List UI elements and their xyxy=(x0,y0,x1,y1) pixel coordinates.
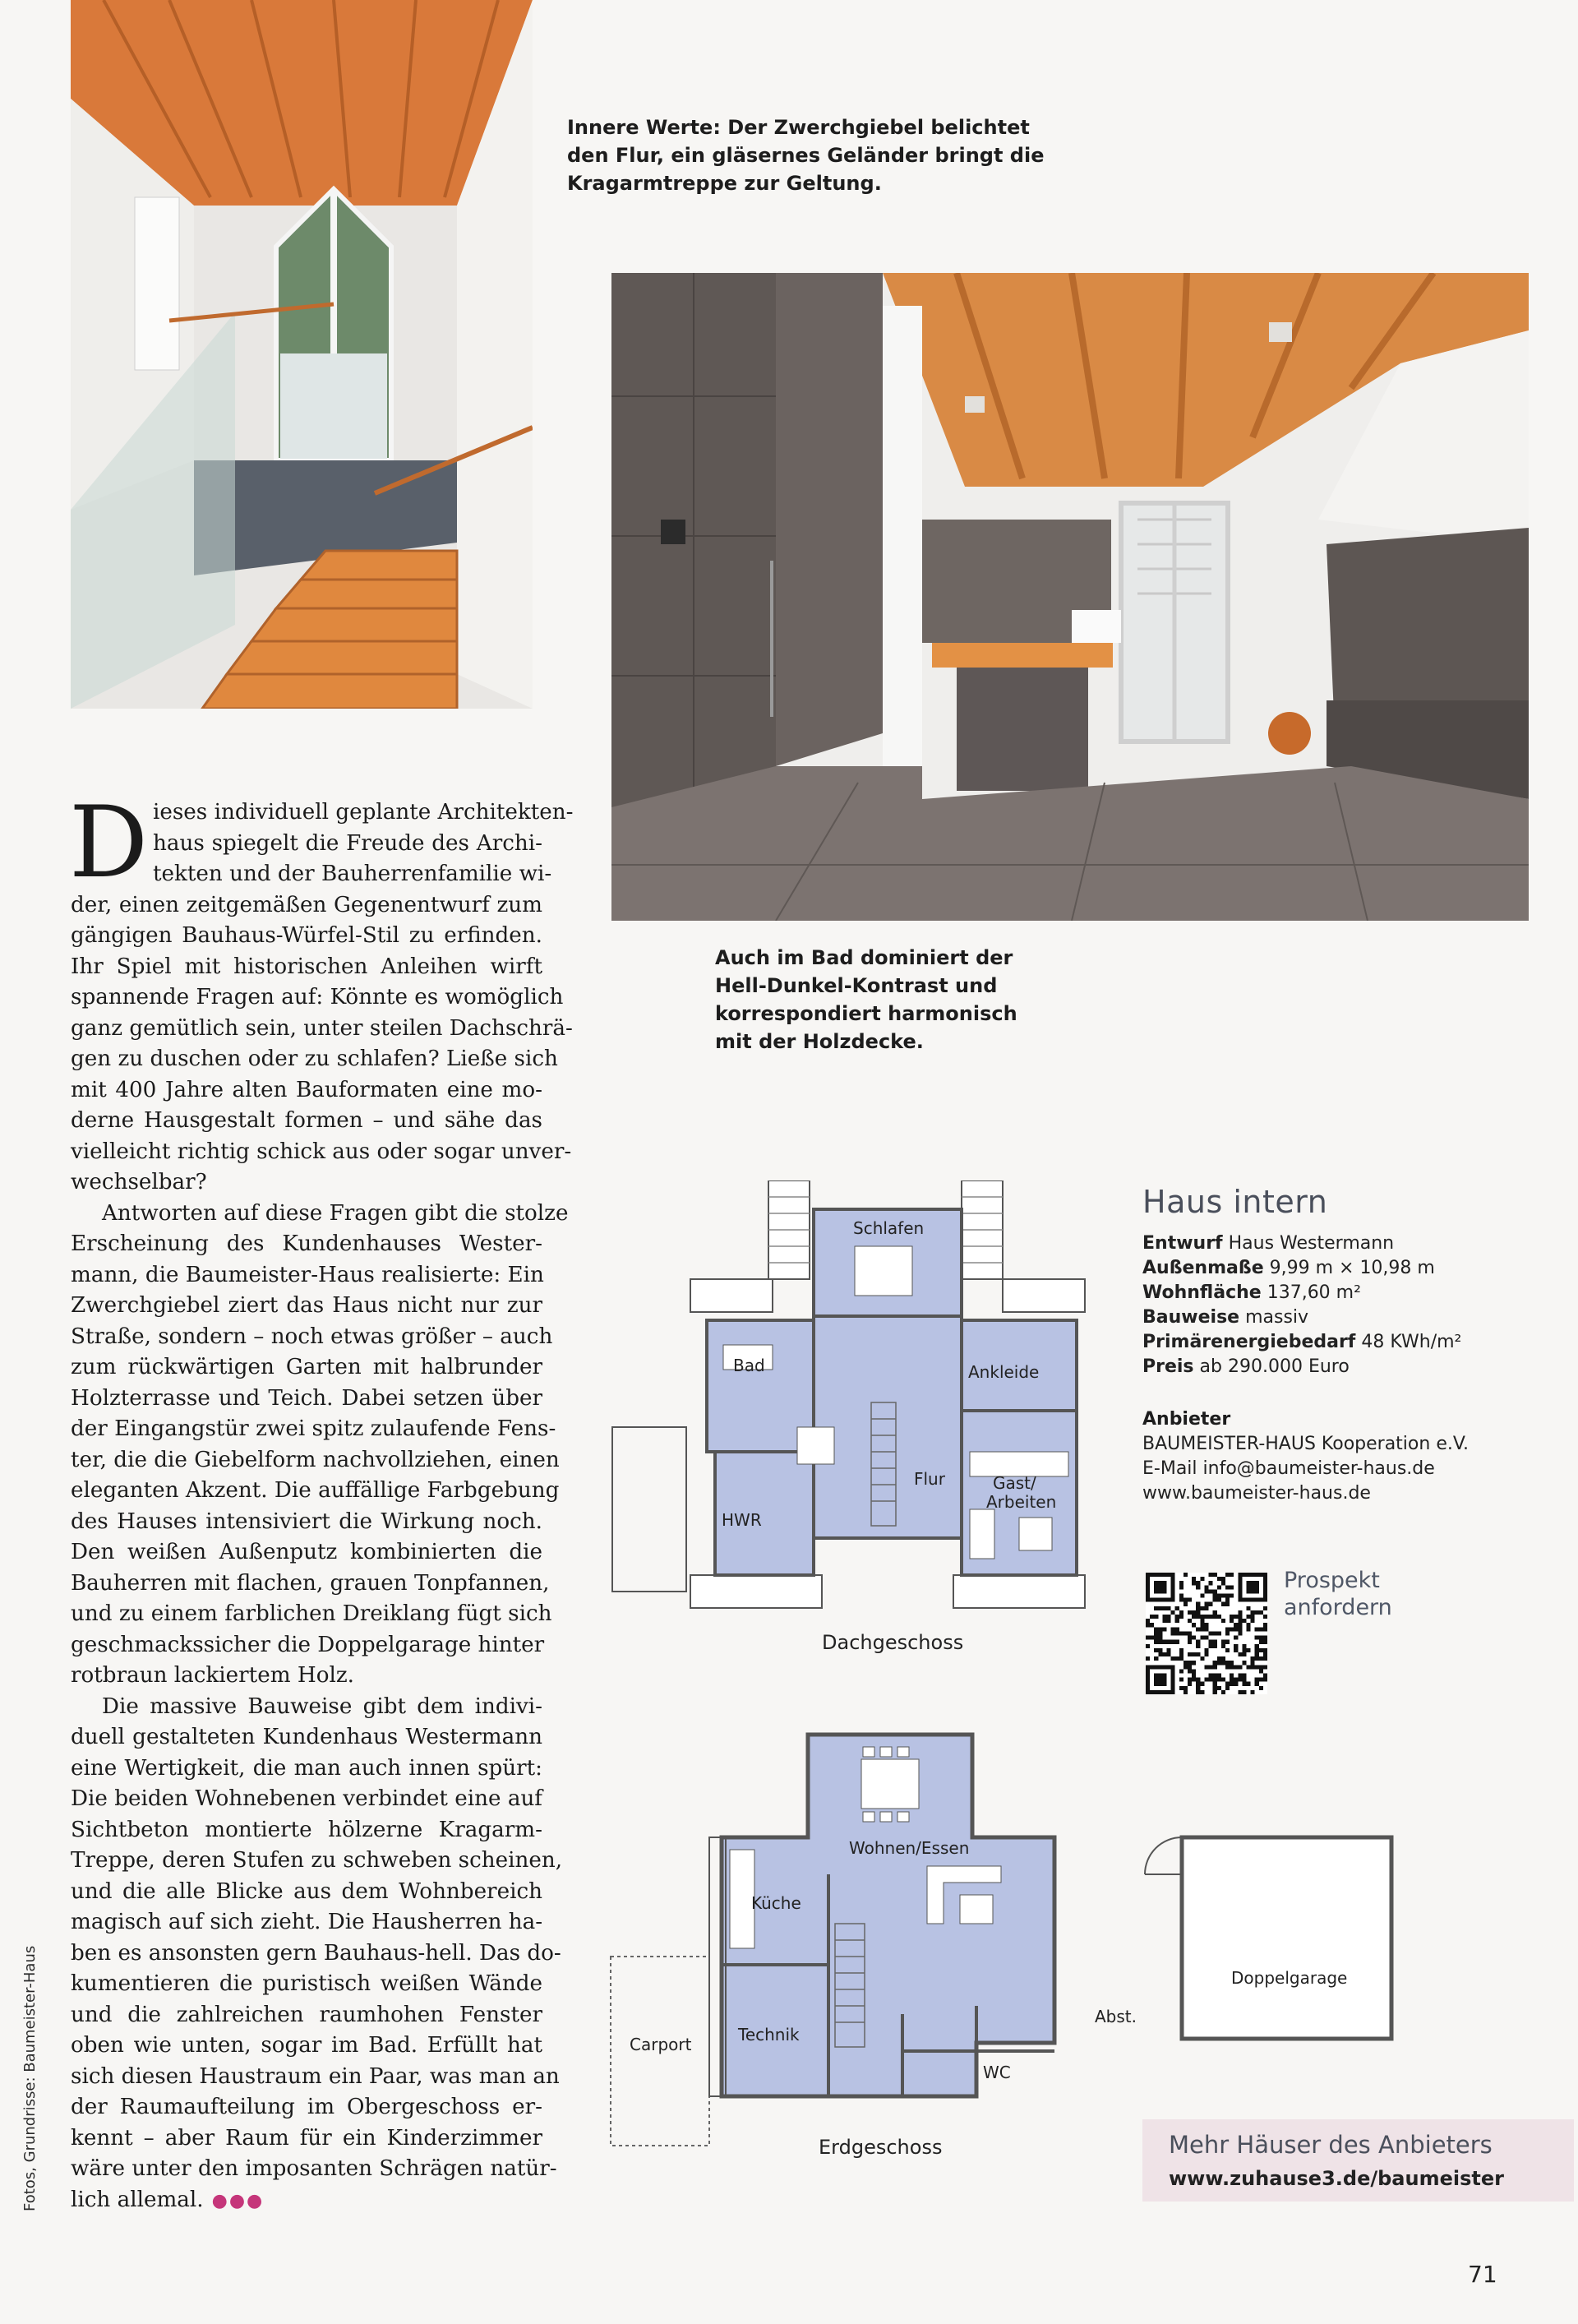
room-label-gast: Gast/ xyxy=(993,1473,1036,1493)
caption-line: Kragarmtreppe zur Geltung. xyxy=(567,172,882,195)
article-body xyxy=(71,797,574,2216)
photo-credit: Fotos, Grundrisse: Baumeister-Haus xyxy=(21,1945,39,2211)
info-label: Preis xyxy=(1142,1356,1194,1377)
article-line: der Raumaufteilung im Obergeschoss er- xyxy=(71,2095,542,2119)
prospekt-line: anfordern xyxy=(1284,1595,1392,1620)
info-row xyxy=(1142,1305,1488,1330)
article-line: der Eingangstür zwei spitz zulaufende Fens- xyxy=(71,1416,556,1441)
upper-floor-plan xyxy=(608,1180,1101,1616)
info-row xyxy=(1142,1231,1488,1256)
article-line: spannende Fragen auf: Könnte es womöglich xyxy=(71,985,564,1010)
room-label-hwr: HWR xyxy=(722,1510,762,1530)
article-line: eine Wertigkeit, die man auch innen spürt: xyxy=(71,1755,542,1781)
article-line: wäre unter den imposanten Schrägen natür- xyxy=(71,2156,557,2181)
info-label: Bauweise xyxy=(1142,1307,1240,1328)
room-label-arbeiten: Arbeiten xyxy=(986,1492,1057,1512)
article-line: zum rückwärtigen Garten mit halbrunder xyxy=(71,1355,542,1379)
ground-floor-label: Erdgeschoss xyxy=(819,2136,943,2159)
article-line: Bauherren mit flachen, grauen Tonpfannen, xyxy=(71,1570,550,1596)
provider-heading: Anbieter xyxy=(1142,1409,1231,1430)
more-houses-box[interactable] xyxy=(1142,2119,1574,2202)
provider-name: BAUMEISTER-HAUS Kooperation e.V. xyxy=(1142,1434,1470,1454)
info-value: massiv xyxy=(1245,1307,1309,1328)
article-line: Sichtbeton montierte hölzerne Kragarm- xyxy=(71,1817,542,1842)
article-line: Straße, sondern – noch etwas größer – auch xyxy=(71,1324,553,1349)
article-line: duell gestalteten Kundenhaus Westermann xyxy=(71,1725,542,1749)
provider-email[interactable]: E-Mail info@baumeister-haus.de xyxy=(1142,1458,1435,1479)
room-label-wohnen-essen: Wohnen/Essen xyxy=(849,1838,970,1858)
room-label-carport: Carport xyxy=(630,2035,692,2054)
room-label-ankleide: Ankleide xyxy=(968,1362,1040,1382)
room-label-kueche: Küche xyxy=(751,1893,801,1913)
article-line: lich allemal. xyxy=(71,2187,204,2212)
article-line: Den weißen Außenputz kombinierten die xyxy=(71,1540,542,1564)
article-line: Zwerchgiebel ziert das Haus nicht nur zur xyxy=(71,1293,542,1318)
info-value: ab 290.000 Euro xyxy=(1199,1356,1350,1377)
info-value: 48 KWh/m² xyxy=(1361,1332,1462,1352)
article-line: Treppe, deren Stufen zu schweben scheinen, xyxy=(71,1848,563,1873)
room-label-doppelgarage: Doppelgarage xyxy=(1231,1968,1348,1988)
article-line: Die massive Bauweise gibt dem indivi- xyxy=(102,1693,542,1719)
caption-line: den Flur, ein gläsernes Geländer bringt die xyxy=(567,144,1045,167)
article-line: gängigen Bauhaus-Würfel-Stil zu erfinden. xyxy=(71,923,542,948)
caption-line: Auch im Bad dominiert der xyxy=(715,946,1013,969)
more-houses-title: Mehr Häuser des Anbieters xyxy=(1169,2131,1493,2159)
article-line: ieses individuell geplante Architekten- xyxy=(153,800,574,825)
info-row xyxy=(1142,1330,1488,1355)
article-line: wechselbar? xyxy=(71,1170,207,1194)
ground-floor-plan xyxy=(607,1726,1404,2154)
article-line: sich diesen Haustraum ein Paar, was man an xyxy=(71,2063,560,2089)
article-line: mann, die Baumeister-Haus realisierte: Ein xyxy=(71,1262,544,1287)
info-value: 9,99 m × 10,98 m xyxy=(1269,1258,1435,1278)
caption-line: mit der Holzdecke. xyxy=(715,1030,924,1053)
article-line: Antworten auf diese Fragen gibt die stolze xyxy=(102,1200,569,1226)
article-line: vielleicht richtig schick aus oder sogar unver- xyxy=(71,1139,572,1164)
article-line: ganz gemütlich sein, unter steilen Dachschrä- xyxy=(71,1015,573,1041)
info-rows xyxy=(1142,1231,1488,1379)
info-label: Primärenergiebedarf xyxy=(1142,1332,1356,1352)
article-line: Ihr Spiel mit historischen Anleihen wirft xyxy=(71,954,542,979)
article-line: ben es ansonsten gern Bauhaus-hell. Das do- xyxy=(71,1940,561,1966)
article-line: der, einen zeitgemäßen Gegenentwurf zum xyxy=(71,892,542,917)
article-line: geschmackssicher die Doppelgarage hinter xyxy=(71,1632,545,1657)
article-line: kennt – aber Raum für ein Kinderzimmer xyxy=(71,2125,542,2151)
house-info-box xyxy=(1142,1184,1488,1506)
article-line: gen zu duschen oder zu schlafen? Ließe sich xyxy=(71,1046,558,1071)
info-value: Haus Westermann xyxy=(1228,1233,1395,1254)
article-line: und die zahlreichen raumhohen Fenster xyxy=(71,2002,542,2027)
info-label: Wohnfläche xyxy=(1142,1282,1262,1303)
article-line: kumentieren die puristisch weißen Wände xyxy=(71,1971,542,1996)
info-label: Entwurf xyxy=(1142,1233,1223,1254)
room-label-flur: Flur xyxy=(914,1469,945,1489)
info-label: Außenmaße xyxy=(1142,1258,1264,1278)
upper-floor-label: Dachgeschoss xyxy=(822,1631,964,1654)
info-row xyxy=(1142,1355,1488,1379)
article-line: ter, die die Giebelform nachvollziehen, einen xyxy=(71,1447,560,1472)
end-mark: ●●● xyxy=(211,2190,265,2211)
qr-code[interactable] xyxy=(1146,1573,1267,1694)
article-line: magisch auf sich zieht. Die Hausherren ha- xyxy=(71,1910,543,1934)
article-line: tekten und der Bauherrenfamilie wi- xyxy=(153,862,552,886)
article-line: derne Hausgestalt formen – und sähe das xyxy=(71,1108,542,1133)
article-line: oben wie unten, sogar im Bad. Erfüllt hat xyxy=(71,2033,542,2058)
drop-cap: D xyxy=(69,786,149,900)
prospekt-link[interactable] xyxy=(1284,1567,1392,1621)
info-title: Haus intern xyxy=(1142,1184,1328,1220)
info-row xyxy=(1142,1256,1488,1281)
article-line: mit 400 Jahre alten Bauformaten eine mo- xyxy=(71,1077,542,1102)
room-label-schlafen: Schlafen xyxy=(853,1218,925,1238)
more-houses-url[interactable]: www.zuhause3.de/baumeister xyxy=(1169,2167,1504,2190)
room-label-abstellraum: Abst. xyxy=(1095,2007,1137,2026)
article-line: des Hauses intensiviert die Wirkung noch. xyxy=(71,1509,542,1534)
hall-photo-caption xyxy=(567,113,1045,197)
bathroom-photo-caption xyxy=(715,944,1017,1056)
caption-line: Innere Werte: Der Zwerchgiebel belichtet xyxy=(567,116,1030,139)
article-line: Die beiden Wohnebenen verbindet eine auf xyxy=(71,1786,542,1811)
bathroom-photo xyxy=(611,273,1529,921)
page-number: 71 xyxy=(1468,2261,1497,2288)
room-label-wc: WC xyxy=(983,2063,1011,2082)
article-line: haus spiegelt die Freude des Archi- xyxy=(153,830,542,856)
article-line: Erscheinung des Kundenhauses Wester- xyxy=(71,1231,542,1256)
info-row xyxy=(1142,1281,1488,1305)
room-label-bad: Bad xyxy=(733,1356,765,1375)
provider-block xyxy=(1142,1407,1488,1506)
room-label-technik: Technik xyxy=(738,2025,800,2044)
article-line: und zu einem farblichen Dreiklang fügt sich xyxy=(71,1601,552,1626)
hall-stair-photo xyxy=(71,0,533,709)
provider-website[interactable]: www.baumeister-haus.de xyxy=(1142,1483,1371,1504)
article-line: Holzterrasse und Teich. Dabei setzen über xyxy=(71,1385,542,1411)
caption-line: korrespondiert harmonisch xyxy=(715,1002,1017,1025)
prospekt-line: Prospekt xyxy=(1284,1568,1380,1593)
caption-line: Hell-Dunkel-Kontrast und xyxy=(715,974,998,997)
article-line: eleganten Akzent. Die auffällige Farbgebung xyxy=(71,1478,560,1503)
article-line: rotbraun lackiertem Holz. xyxy=(71,1663,354,1688)
article-line: und die alle Blicke aus dem Wohnbereich xyxy=(71,1878,542,1904)
info-value: 137,60 m² xyxy=(1267,1282,1361,1303)
